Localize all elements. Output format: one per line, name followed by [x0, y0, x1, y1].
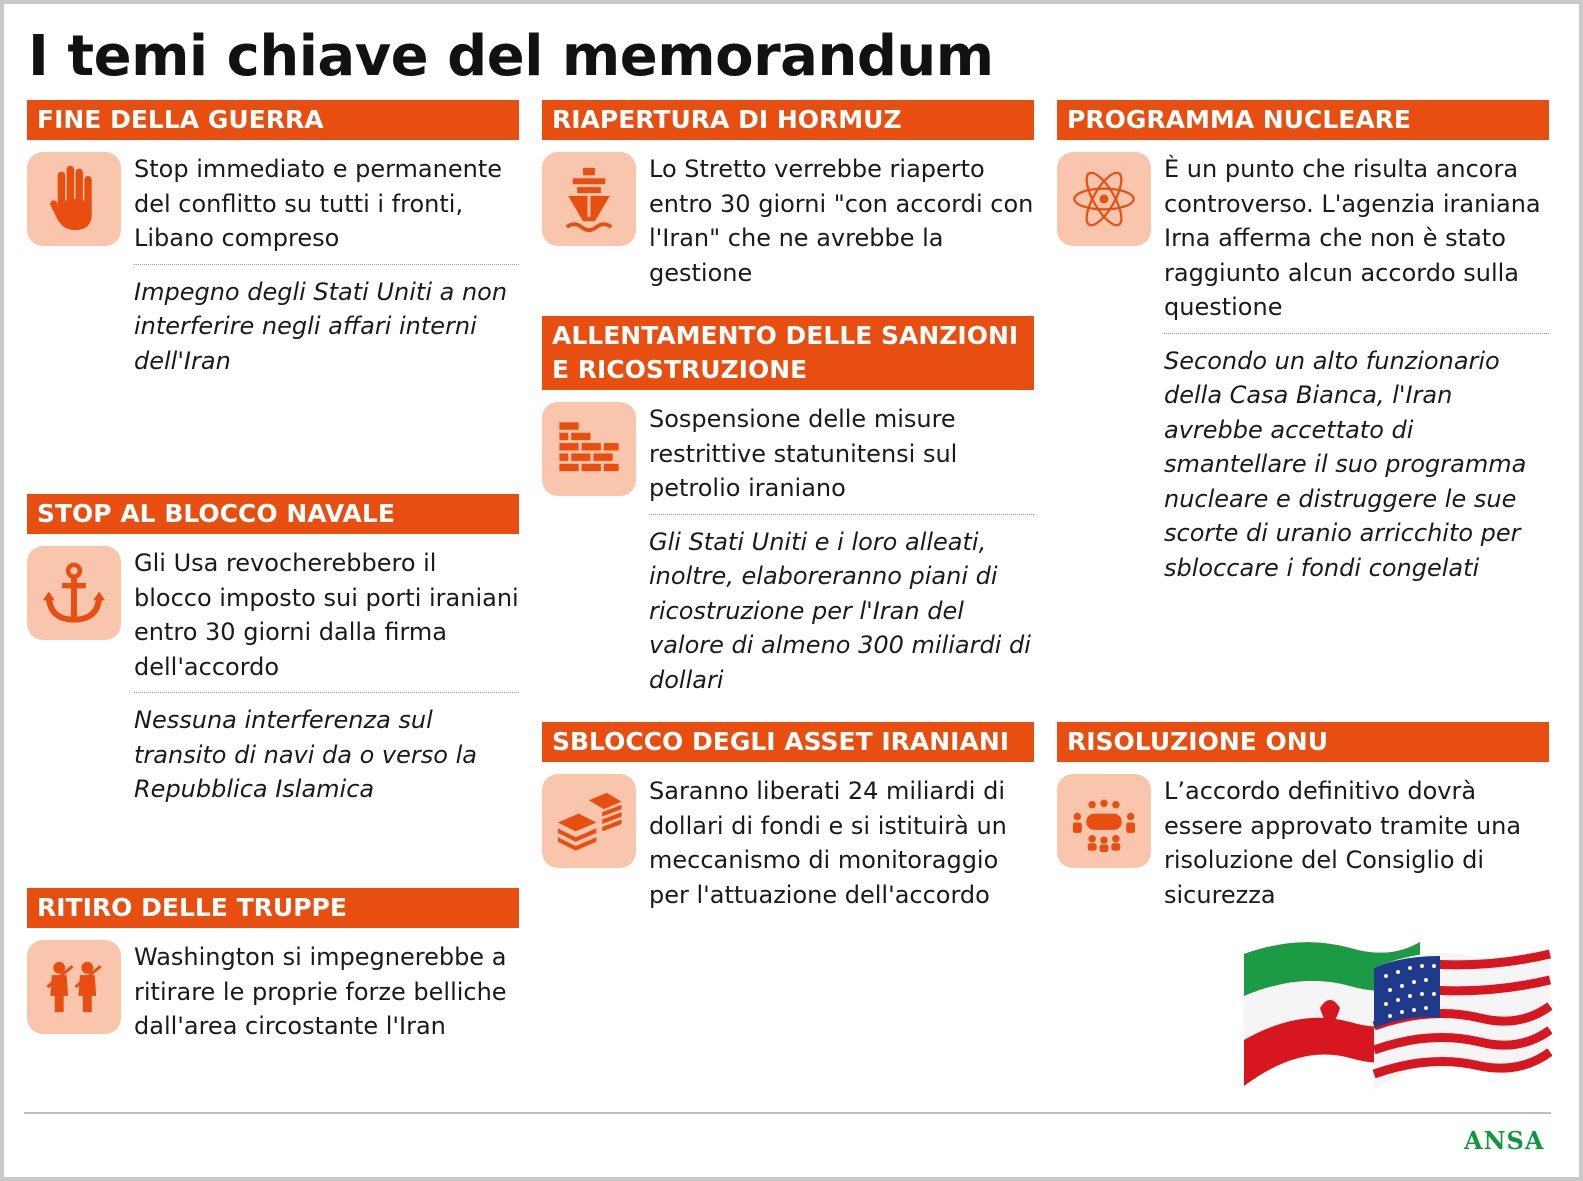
flags-illustration — [1240, 934, 1552, 1096]
section-ritiro-delle-truppe — [27, 888, 519, 1044]
section-risoluzione-onu — [1057, 722, 1549, 912]
anchor-icon — [27, 546, 121, 640]
section-fine-della-guerra — [27, 100, 519, 378]
section-riapertura-di-hormuz — [542, 100, 1034, 290]
section-programma-nucleare — [1057, 100, 1549, 585]
page-title: I temi chiave del memorandum — [28, 24, 994, 89]
section-stop-blocco-navale — [27, 494, 519, 807]
section-header: RITIRO DELLE TRUPPE — [27, 888, 519, 928]
council-table-icon — [1057, 774, 1151, 868]
section-text: Stop immediato e permanente del conflitto su tutti i fronti, Libano compreso — [134, 155, 503, 252]
money-stacks-icon — [542, 774, 636, 868]
section-allentamento-sanzioni — [542, 316, 1034, 697]
section-header: RISOLUZIONE ONU — [1057, 722, 1549, 762]
brick-wall-icon — [542, 402, 636, 496]
section-text: Lo Stretto verrebbe riaperto entro 30 giorni "con accordi con l'Iran" che ne avrebbe la gestione — [649, 155, 1034, 287]
ansa-logo: ANSA — [1464, 1126, 1545, 1155]
section-header: STOP AL BLOCCO NAVALE — [27, 494, 519, 534]
section-header: FINE DELLA GUERRA — [27, 100, 519, 140]
section-text: È un punto che risulta ancora controverso. L'agenzia iraniana Irna afferma che non è stato raggiunto alcun accordo sulla questione — [1164, 155, 1541, 321]
atom-icon — [1057, 152, 1151, 246]
section-header: PROGRAMMA NUCLEARE — [1057, 100, 1549, 140]
section-text: Saranno liberati 24 miliardi di dollari di fondi e si istituirà un meccanismo di monitoraggio per l'attuazione dell'accordo — [649, 777, 1007, 909]
usa-flag — [1374, 948, 1550, 1090]
soldiers-icon — [27, 940, 121, 1034]
section-text: Sospensione delle misure restrittive statunitensi sul petrolio iraniano — [649, 405, 958, 502]
section-header: ALLENTAMENTO DELLE SANZIONI E RICOSTRUZIONE — [542, 316, 1034, 390]
section-header: RIAPERTURA DI HORMUZ — [542, 100, 1034, 140]
section-note: Secondo un alto funzionario della Casa Bianca, l'Iran avrebbe accettato di smantellare il suo programma nucleare e distruggere le sue scorte di uranio arricchito per sbloccare i fondi congelati — [1164, 333, 1549, 586]
section-text: L’accordo definitivo dovrà essere approvato tramite una risoluzione del Consiglio di sicurezza — [1164, 777, 1522, 909]
section-note: Nessuna interferenza sul transito di navi da o verso la Repubblica Islamica — [134, 692, 519, 807]
section-text: Washington si impegnerebbe a ritirare le proprie forze belliche dall'area circostante l'Iran — [134, 943, 507, 1040]
ship-icon — [542, 152, 636, 246]
stop-hand-icon — [27, 152, 121, 246]
section-note: Impegno degli Stati Uniti a non interferire negli affari interni dell'Iran — [134, 264, 519, 379]
section-header: SBLOCCO DEGLI ASSET IRANIANI — [542, 722, 1034, 762]
section-sblocco-asset — [542, 722, 1034, 912]
section-text: Gli Usa revocherebbero il blocco imposto sui porti iraniani entro 30 giorni dalla firma dell'accordo — [134, 549, 519, 681]
section-note: Gli Stati Uniti e i loro alleati, inoltre, elaboreranno piani di ricostruzione per l'Iran del valore di almeno 300 miliardi di dollari — [649, 514, 1034, 698]
footer-divider — [24, 1112, 1551, 1114]
